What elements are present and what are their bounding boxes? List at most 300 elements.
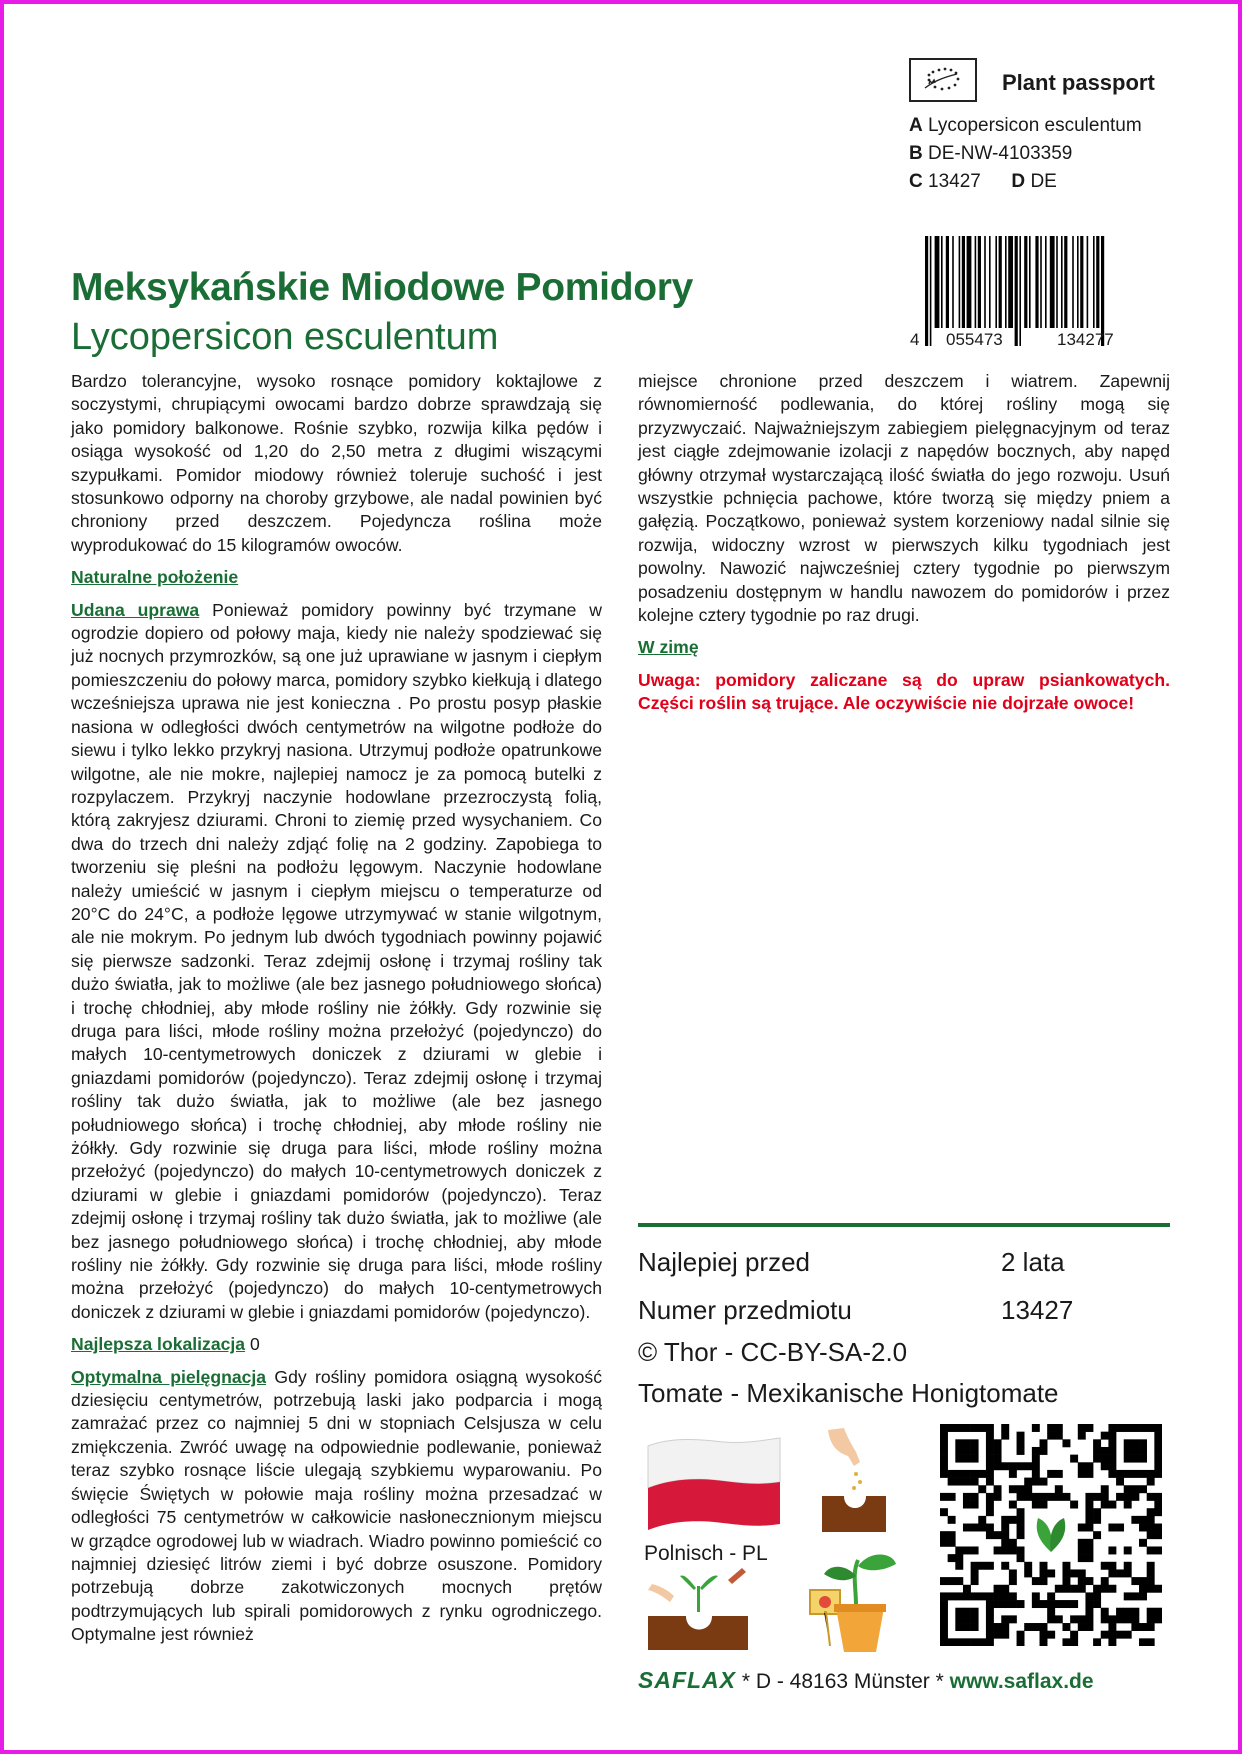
qr-module	[1101, 1447, 1109, 1455]
qr-module	[948, 1424, 956, 1432]
qr-module	[1147, 1516, 1155, 1524]
barcode-bar	[1064, 236, 1067, 328]
qr-module	[940, 1623, 948, 1631]
location-heading: Najlepsza lokalizacja	[71, 1334, 246, 1355]
qr-module	[1124, 1447, 1132, 1455]
natural-heading: Naturalne położenie	[71, 567, 239, 588]
qr-module	[1139, 1470, 1147, 1478]
qr-module	[1017, 1508, 1025, 1516]
qr-module	[1093, 1585, 1101, 1593]
barcode-bar	[1045, 236, 1047, 328]
qr-module	[1055, 1600, 1063, 1608]
qr-module	[1085, 1470, 1093, 1478]
qr-module	[1101, 1608, 1109, 1616]
qr-module	[971, 1447, 979, 1455]
qr-module	[1124, 1424, 1132, 1432]
qr-module	[1024, 1562, 1032, 1570]
qr-module	[986, 1592, 994, 1600]
qr-module	[955, 1577, 963, 1585]
qr-module	[1124, 1455, 1132, 1463]
qr-module	[1147, 1524, 1155, 1532]
passport-a-label: A	[909, 115, 923, 136]
eu-organic-logo	[909, 58, 977, 102]
qr-module	[971, 1608, 979, 1616]
qr-module	[1154, 1470, 1162, 1478]
barcode-bar	[935, 236, 940, 328]
qr-module	[978, 1524, 986, 1532]
qr-module	[994, 1531, 1002, 1539]
qr-code	[940, 1424, 1162, 1646]
left-column	[71, 370, 602, 1656]
qr-module	[963, 1615, 971, 1623]
qr-module	[1147, 1615, 1155, 1623]
qr-module	[1024, 1569, 1032, 1577]
qr-module	[1078, 1546, 1086, 1554]
barcode-bar	[999, 236, 1002, 328]
care-text: Gdy rośliny pomidora osiągną wysokość dziesięciu centymetrów, potrzebują laski jako podparcia i mogą zamrażać przez co najmniej 5 dni w stopniach Celsjusza w celu zmiękczenia. Zwróć uwagę na odpowiednie podlewanie, ponieważ teraz szybko rosnące liście ulegają szybkiemu wyparowaniu. Po święcie Świętych w połowie maja rośliny można przesadzać w odległości 75 centymetrów w całkowicie nasłonecznionym miejscu w grządce ogrodowej lub w wiadrach. Wiadro powinno pomieścić co najmniej dziesięć litrów ziemi i być dobrze osuszone. Pomidory potrzebują dobrze zakotwiczonych mocnych prętów podtrzymujących lub spirali pomidorowych z rynku ogrodniczego. Optymalne jest również	[71, 1366, 602, 1645]
qr-module	[1116, 1478, 1124, 1486]
qr-module	[1139, 1638, 1147, 1646]
qr-module	[1009, 1615, 1017, 1623]
item-number-label: Numer przedmiotu	[638, 1295, 852, 1325]
qr-module	[1040, 1638, 1048, 1646]
qr-module	[1032, 1447, 1040, 1455]
qr-module	[1147, 1531, 1155, 1539]
qr-module	[1055, 1585, 1063, 1593]
qr-module	[948, 1478, 956, 1486]
barcode-bar	[995, 236, 997, 328]
qr-module	[1101, 1631, 1109, 1639]
qr-module	[1108, 1638, 1116, 1646]
qr-module	[940, 1531, 948, 1539]
qr-module	[1093, 1600, 1101, 1608]
qr-module	[1062, 1638, 1070, 1646]
qr-module	[1108, 1569, 1116, 1577]
qr-module	[978, 1592, 986, 1600]
barcode-bar	[1008, 236, 1013, 328]
qr-module	[1085, 1592, 1093, 1600]
qr-module	[1009, 1485, 1017, 1493]
qr-module	[955, 1424, 963, 1432]
qr-module	[1147, 1562, 1155, 1570]
potted-plant-icon	[800, 1546, 910, 1656]
qr-module	[994, 1623, 1002, 1631]
qr-module	[963, 1501, 971, 1509]
qr-module	[1062, 1600, 1070, 1608]
passport-b-label: B	[909, 143, 923, 164]
qr-module	[948, 1531, 956, 1539]
qr-module	[940, 1638, 948, 1646]
qr-module	[1001, 1631, 1009, 1639]
qr-module	[1070, 1501, 1078, 1509]
qr-module	[986, 1447, 994, 1455]
qr-module	[963, 1638, 971, 1646]
qr-module	[1017, 1493, 1025, 1501]
qr-module	[1078, 1524, 1086, 1532]
qr-module	[1085, 1615, 1093, 1623]
qr-module	[1101, 1485, 1109, 1493]
qr-module	[1085, 1516, 1093, 1524]
qr-module	[940, 1447, 948, 1455]
qr-module	[1024, 1485, 1032, 1493]
qr-module	[1093, 1531, 1101, 1539]
qr-module	[1085, 1462, 1093, 1470]
qr-module	[986, 1608, 994, 1616]
qr-module	[994, 1546, 1002, 1554]
qr-module	[1101, 1462, 1109, 1470]
qr-module	[1055, 1470, 1063, 1478]
qr-module	[1047, 1600, 1055, 1608]
qr-module	[1093, 1638, 1101, 1646]
passport-a-value: Lycopersicon esculentum	[928, 115, 1142, 136]
qr-module	[1001, 1524, 1009, 1532]
qr-module	[1154, 1585, 1162, 1593]
qr-module	[971, 1546, 979, 1554]
qr-module	[978, 1485, 986, 1493]
qr-module	[948, 1592, 956, 1600]
qr-module	[1055, 1485, 1063, 1493]
qr-module	[1001, 1531, 1009, 1539]
qr-module	[1147, 1608, 1155, 1616]
qr-module	[1139, 1577, 1147, 1585]
qr-module	[1124, 1493, 1132, 1501]
qr-module	[1085, 1554, 1093, 1562]
qr-module	[1124, 1485, 1132, 1493]
qr-module	[1108, 1546, 1116, 1554]
product-latin-name: Lycopersicon esculentum	[71, 316, 499, 358]
qr-module	[1108, 1439, 1116, 1447]
qr-module	[1154, 1524, 1162, 1532]
qr-module	[1108, 1631, 1116, 1639]
qr-module	[1017, 1439, 1025, 1447]
qr-module	[1147, 1478, 1155, 1486]
qr-module	[1040, 1501, 1048, 1509]
care-heading: Optymalna pielęgnacja	[71, 1366, 267, 1387]
qr-module	[1108, 1470, 1116, 1478]
qr-module	[955, 1615, 963, 1623]
qr-module	[986, 1631, 994, 1639]
qr-module	[1085, 1508, 1093, 1516]
qr-module	[1154, 1424, 1162, 1432]
qr-module	[1085, 1539, 1093, 1547]
qr-module	[971, 1592, 979, 1600]
qr-module	[1009, 1577, 1017, 1585]
qr-module	[994, 1585, 1002, 1593]
qr-module	[1139, 1447, 1147, 1455]
qr-module	[1032, 1623, 1040, 1631]
qr-module	[1108, 1562, 1116, 1570]
qr-module	[1009, 1470, 1017, 1478]
qr-module	[1139, 1585, 1147, 1593]
qr-module	[1032, 1478, 1040, 1486]
qr-module	[1147, 1569, 1155, 1577]
qr-module	[1124, 1562, 1132, 1570]
qr-module	[963, 1585, 971, 1593]
qr-module	[1009, 1501, 1017, 1509]
barcode-bar	[1005, 236, 1007, 328]
barcode-bar	[959, 236, 961, 328]
barcode-bar	[1077, 236, 1079, 328]
passport-b-value: DE-NW-4103359	[928, 143, 1073, 164]
qr-module	[963, 1592, 971, 1600]
barcode-digit-lead: 4	[910, 330, 920, 349]
qr-module	[986, 1615, 994, 1623]
qr-module	[1139, 1539, 1147, 1547]
qr-module	[955, 1623, 963, 1631]
saflax-logo: SAFLAX	[638, 1667, 736, 1693]
qr-module	[1024, 1623, 1032, 1631]
qr-module	[986, 1562, 994, 1570]
qr-module	[1101, 1577, 1109, 1585]
qr-module	[955, 1478, 963, 1486]
qr-module	[1017, 1447, 1025, 1455]
qr-module	[1040, 1600, 1048, 1608]
passport-c-value: 13427	[928, 171, 981, 192]
qr-module	[1139, 1516, 1147, 1524]
barcode-bar	[1056, 236, 1058, 328]
copyright-text: © Thor - CC-BY-SA-2.0	[638, 1337, 908, 1367]
qr-module	[1131, 1577, 1139, 1585]
qr-module	[1124, 1608, 1132, 1616]
qr-module	[1001, 1592, 1009, 1600]
qr-module	[971, 1424, 979, 1432]
qr-module	[1131, 1493, 1139, 1501]
qr-module	[1024, 1462, 1032, 1470]
qr-module	[1001, 1585, 1009, 1593]
qr-module	[978, 1516, 986, 1524]
qr-module	[1047, 1493, 1055, 1501]
qr-module	[1131, 1516, 1139, 1524]
qr-module	[1078, 1462, 1086, 1470]
barcode-bar	[925, 236, 928, 346]
barcode-bar	[1024, 236, 1027, 328]
qr-module	[978, 1562, 986, 1570]
qr-module	[948, 1638, 956, 1646]
qr-module	[1147, 1638, 1155, 1646]
qr-module	[1047, 1470, 1055, 1478]
qr-module	[955, 1447, 963, 1455]
qr-module	[955, 1638, 963, 1646]
qr-module	[971, 1455, 979, 1463]
qr-module	[1040, 1569, 1048, 1577]
qr-module	[1040, 1478, 1048, 1486]
warning-text: Uwaga: pomidory zaliczane są do upraw psiankowatych. Części roślin są trujące. Ale oczywiście nie dojrzałe owoce!	[638, 669, 1170, 714]
qr-module	[1116, 1470, 1124, 1478]
qr-module	[986, 1600, 994, 1608]
qr-module	[1078, 1470, 1086, 1478]
qr-module	[986, 1462, 994, 1470]
qr-module	[963, 1470, 971, 1478]
qr-module	[955, 1554, 963, 1562]
qr-module	[1085, 1493, 1093, 1501]
qr-module	[994, 1447, 1002, 1455]
qr-module	[986, 1623, 994, 1631]
qr-module	[1017, 1462, 1025, 1470]
qr-module	[1070, 1585, 1078, 1593]
qr-module	[1062, 1585, 1070, 1593]
qr-module	[1108, 1524, 1116, 1532]
qr-module	[1055, 1424, 1063, 1432]
qr-module	[1062, 1569, 1070, 1577]
qr-module	[1062, 1623, 1070, 1631]
qr-module	[1101, 1615, 1109, 1623]
qr-module	[1017, 1531, 1025, 1539]
right-column	[638, 370, 1170, 725]
sowing-seeds-icon	[820, 1426, 890, 1536]
qr-module	[1001, 1516, 1009, 1524]
qr-module	[940, 1439, 948, 1447]
location-value: 0	[249, 1334, 260, 1355]
language-label: Polnisch - PL	[644, 1542, 768, 1565]
barcode-bar	[1040, 236, 1042, 328]
qr-module	[1017, 1554, 1025, 1562]
qr-module	[971, 1623, 979, 1631]
qr-module	[1078, 1432, 1086, 1440]
qr-module	[1124, 1470, 1132, 1478]
qr-module	[940, 1539, 948, 1547]
qr-module	[963, 1546, 971, 1554]
passport-d-label: D	[1011, 171, 1026, 192]
qr-module	[940, 1424, 948, 1432]
qr-module	[1108, 1447, 1116, 1455]
qr-module	[1139, 1592, 1147, 1600]
qr-module	[940, 1455, 948, 1463]
qr-module	[940, 1508, 948, 1516]
qr-module	[1001, 1546, 1009, 1554]
qr-module	[1009, 1516, 1017, 1524]
qr-module	[1093, 1592, 1101, 1600]
qr-module	[1124, 1501, 1132, 1509]
qr-module	[1062, 1439, 1070, 1447]
qr-module	[1085, 1546, 1093, 1554]
qr-module	[986, 1493, 994, 1501]
qr-module	[940, 1470, 948, 1478]
qr-module	[986, 1455, 994, 1463]
qr-module	[986, 1524, 994, 1532]
qr-module	[1062, 1493, 1070, 1501]
qr-module	[1154, 1462, 1162, 1470]
qr-module	[955, 1455, 963, 1463]
barcode-bar	[1061, 236, 1063, 328]
passport-title: Plant passport	[1002, 70, 1155, 95]
qr-module	[1154, 1447, 1162, 1455]
barcode-bar	[975, 236, 977, 328]
qr-module	[994, 1455, 1002, 1463]
passport-d-value: DE	[1030, 171, 1057, 192]
qr-module	[1032, 1493, 1040, 1501]
qr-module	[1001, 1623, 1009, 1631]
qr-module	[971, 1501, 979, 1509]
qr-module	[1085, 1608, 1093, 1616]
qr-module	[1116, 1569, 1124, 1577]
qr-module	[1154, 1508, 1162, 1516]
qr-module	[986, 1638, 994, 1646]
qr-module	[1055, 1432, 1063, 1440]
qr-module	[1108, 1615, 1116, 1623]
qr-module	[940, 1631, 948, 1639]
barcode-bar	[978, 236, 981, 328]
qr-module	[1070, 1569, 1078, 1577]
qr-module	[1001, 1562, 1009, 1570]
care-section	[71, 1366, 602, 1647]
qr-module	[1116, 1424, 1124, 1432]
qr-module	[1047, 1424, 1055, 1432]
qr-module	[948, 1470, 956, 1478]
qr-module	[1062, 1577, 1070, 1585]
seedling-planting-icon	[644, 1566, 754, 1652]
qr-module	[1009, 1600, 1017, 1608]
qr-module	[971, 1562, 979, 1570]
qr-module	[1032, 1462, 1040, 1470]
qr-module	[994, 1462, 1002, 1470]
barcode-bar	[941, 236, 943, 328]
qr-module	[940, 1592, 948, 1600]
barcode-bar	[1096, 236, 1099, 328]
qr-module	[1139, 1485, 1147, 1493]
qr-module	[1139, 1439, 1147, 1447]
qr-module	[1101, 1585, 1109, 1593]
qr-module	[948, 1577, 956, 1585]
qr-module	[986, 1501, 994, 1509]
qr-module	[1131, 1455, 1139, 1463]
barcode-bar	[1080, 236, 1083, 328]
qr-module	[978, 1424, 986, 1432]
qr-module	[1070, 1631, 1078, 1639]
natural-section	[71, 566, 602, 589]
qr-module	[1040, 1493, 1048, 1501]
qr-module	[986, 1531, 994, 1539]
qr-module	[1124, 1569, 1132, 1577]
qr-module	[1101, 1501, 1109, 1509]
best-before-label: Najlepiej przed	[638, 1247, 810, 1277]
qr-module	[971, 1577, 979, 1585]
qr-module	[986, 1439, 994, 1447]
qr-module	[1017, 1546, 1025, 1554]
qr-module	[994, 1592, 1002, 1600]
qr-module	[1131, 1470, 1139, 1478]
info-divider	[638, 1223, 1170, 1227]
qr-module	[1032, 1470, 1040, 1478]
footer-website-link[interactable]: www.saflax.de	[949, 1670, 1094, 1693]
qr-module	[1116, 1524, 1124, 1532]
qr-module	[1108, 1455, 1116, 1463]
qr-module	[1147, 1546, 1155, 1554]
qr-module	[940, 1577, 948, 1585]
qr-module	[1093, 1516, 1101, 1524]
qr-module	[1032, 1501, 1040, 1509]
qr-module	[1093, 1508, 1101, 1516]
qr-module	[994, 1485, 1002, 1493]
qr-module	[940, 1493, 948, 1501]
qr-module	[1131, 1439, 1139, 1447]
qr-module	[986, 1432, 994, 1440]
qr-module	[1040, 1447, 1048, 1455]
passport-line-a	[909, 115, 1142, 137]
qr-module	[1108, 1432, 1116, 1440]
qr-module	[963, 1447, 971, 1455]
qr-module	[978, 1470, 986, 1478]
qr-module	[1147, 1470, 1155, 1478]
qr-module	[994, 1439, 1002, 1447]
qr-module	[1001, 1539, 1009, 1547]
qr-module	[1108, 1424, 1116, 1432]
barcode-bar	[1093, 236, 1095, 328]
barcode-bar	[989, 236, 991, 328]
qr-module	[1131, 1485, 1139, 1493]
qr-module	[1093, 1493, 1101, 1501]
qr-module	[1131, 1608, 1139, 1616]
intro-text: Bardzo tolerancyjne, wysoko rosnące pomidory koktajlowe z soczystymi, chrupiącymi owocami bardzo dobrze sprawdzają się jako pomidory balkonowe. Rośnie szybko, rozwija kilka pędów i osiąga wysokość od 1,20 do 2,50 metra z długimi wiszącymi szypułkami. Pomidor miodowy również toleruje suchość i jest stosunkowo odporny na choroby grzybowe, ale nadal powinien być chroniony przed deszczem. Pojedyncza roślina może wyprodukować do 15 kilogramów owoców.	[71, 371, 602, 555]
